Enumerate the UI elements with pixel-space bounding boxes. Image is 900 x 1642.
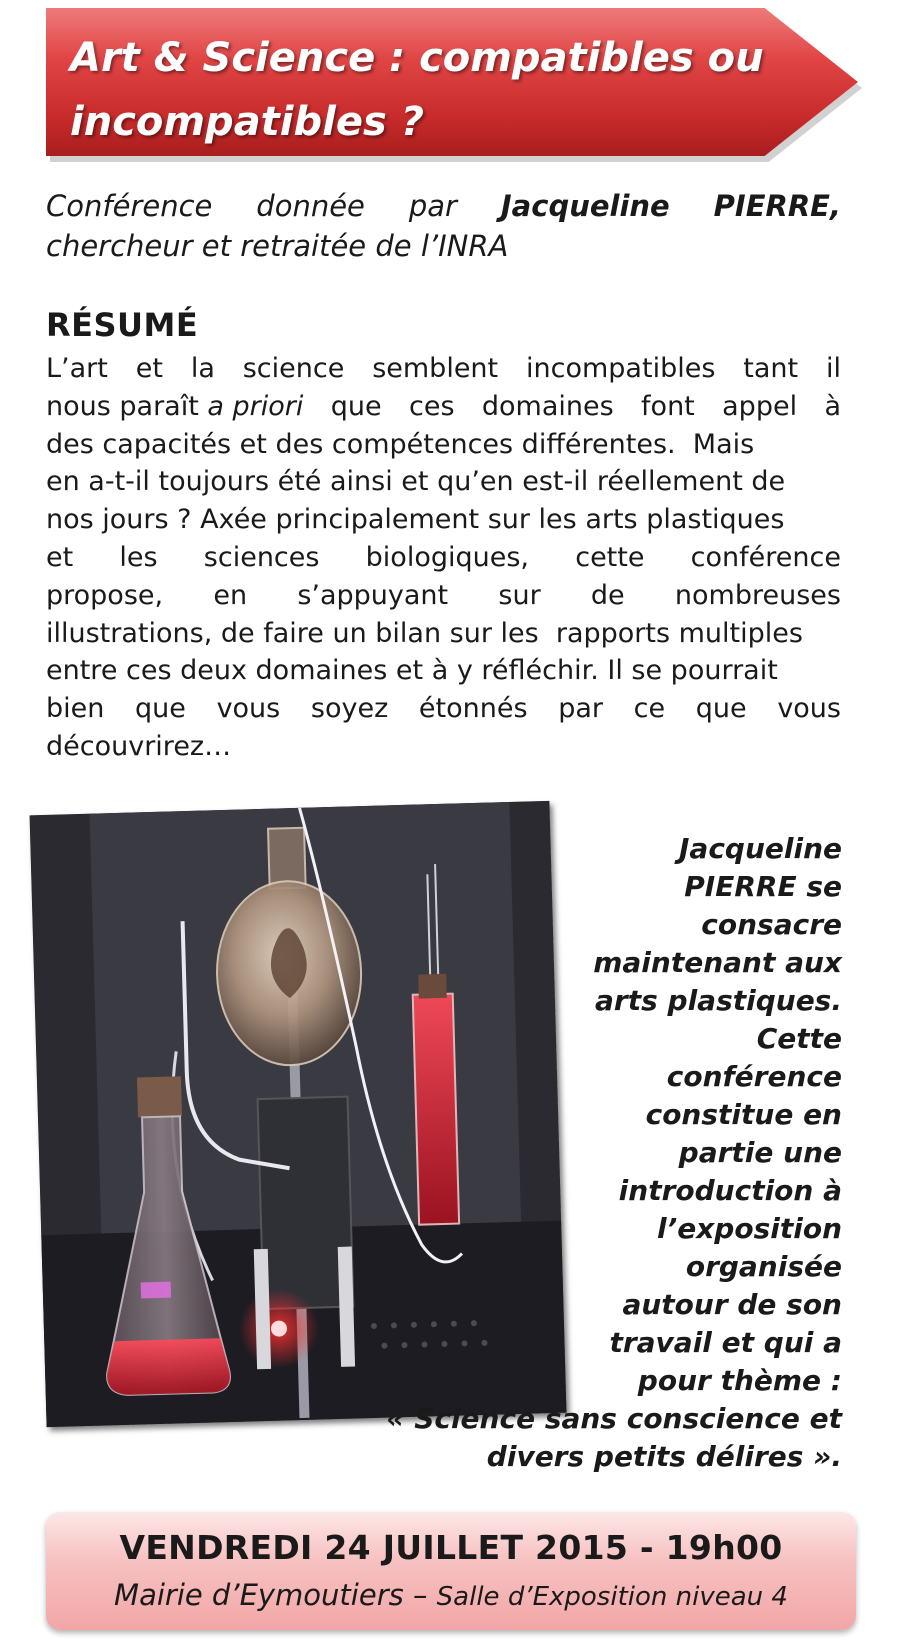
abstract-line: bien que vous soyez étonnés par ce que vous [46,693,841,725]
event-date: VENDREDI 24 JUILLET 2015 - 19h00 [119,1528,783,1567]
byline-line-2: chercheur et retraitée de l’INRA [46,229,509,263]
bio-line: pour thème : [637,1364,842,1397]
bio-line: organisée [685,1250,842,1283]
abstract-line: nos jours ? Axée principalement sur les arts plastiques [46,504,785,536]
bio-line: PIERRE se [684,870,842,903]
bio-line: Jacqueline [679,832,842,865]
bio-line: arts plastiques. [595,984,842,1017]
bio-line: « Science sans conscience et [386,1402,842,1435]
bio-line: autour de son [622,1288,842,1321]
bio-line: divers petits délires ». [486,1440,842,1473]
bio-line: travail et qui a [609,1326,842,1359]
abstract-line: propose, en s’appuyant sur de nombreuses [46,579,841,611]
bio-line: partie une [678,1136,842,1169]
abstract-line: découvrirez… [46,730,232,762]
byline-word: donnée [256,189,365,223]
page-title [70,26,770,154]
title-line-1: Art & Science : compatibles ou [70,35,764,81]
bio-line: maintenant aux [593,946,842,979]
bio-line: conférence [666,1060,842,1093]
abstract-line: illustrations, de faire un bilan sur les rapports multiples [46,617,803,649]
abstract-line: et les sciences biologiques, cette conférence [46,541,841,573]
speaker-bio [362,830,842,1476]
event-footer [46,1512,856,1630]
bio-line: introduction à [618,1174,842,1207]
bio-line: consacre [701,908,842,941]
byline-word: Conférence [46,189,213,223]
abstract-line: L’art et la science semblent incompatibles tant il [46,353,841,384]
byline-word: par [408,189,457,223]
abstract-line: des capacités et des compétences différentes. Mais [46,428,755,460]
bio-line: l’exposition [657,1212,842,1245]
italic-a-priori: a priori [207,390,304,422]
byline-line-1 [46,186,841,226]
bio-line: Cette [756,1022,842,1055]
location-detail: Salle d’Exposition niveau 4 [436,1582,788,1612]
title-line-2: incompatibles ? [70,99,424,145]
bio-line: constitue en [645,1098,842,1131]
resume-heading: RÉSUMÉ [46,306,199,344]
abstract-text [46,350,841,766]
speaker-last-name: PIERRE, [713,189,841,223]
event-location [46,1578,856,1612]
abstract-line: entre ces deux domaines et à y réfléchir. Il se pourrait [46,655,778,687]
abstract-line: nous paraît a priori que ces domaines font appel à [46,390,841,422]
speaker-first-name: Jacqueline [500,189,670,223]
byline [46,186,841,266]
abstract-line: en a-t-il toujours été ainsi et qu’en est-il réellement de [46,466,786,498]
location-main: Mairie d’Eymoutiers – [114,1578,437,1612]
